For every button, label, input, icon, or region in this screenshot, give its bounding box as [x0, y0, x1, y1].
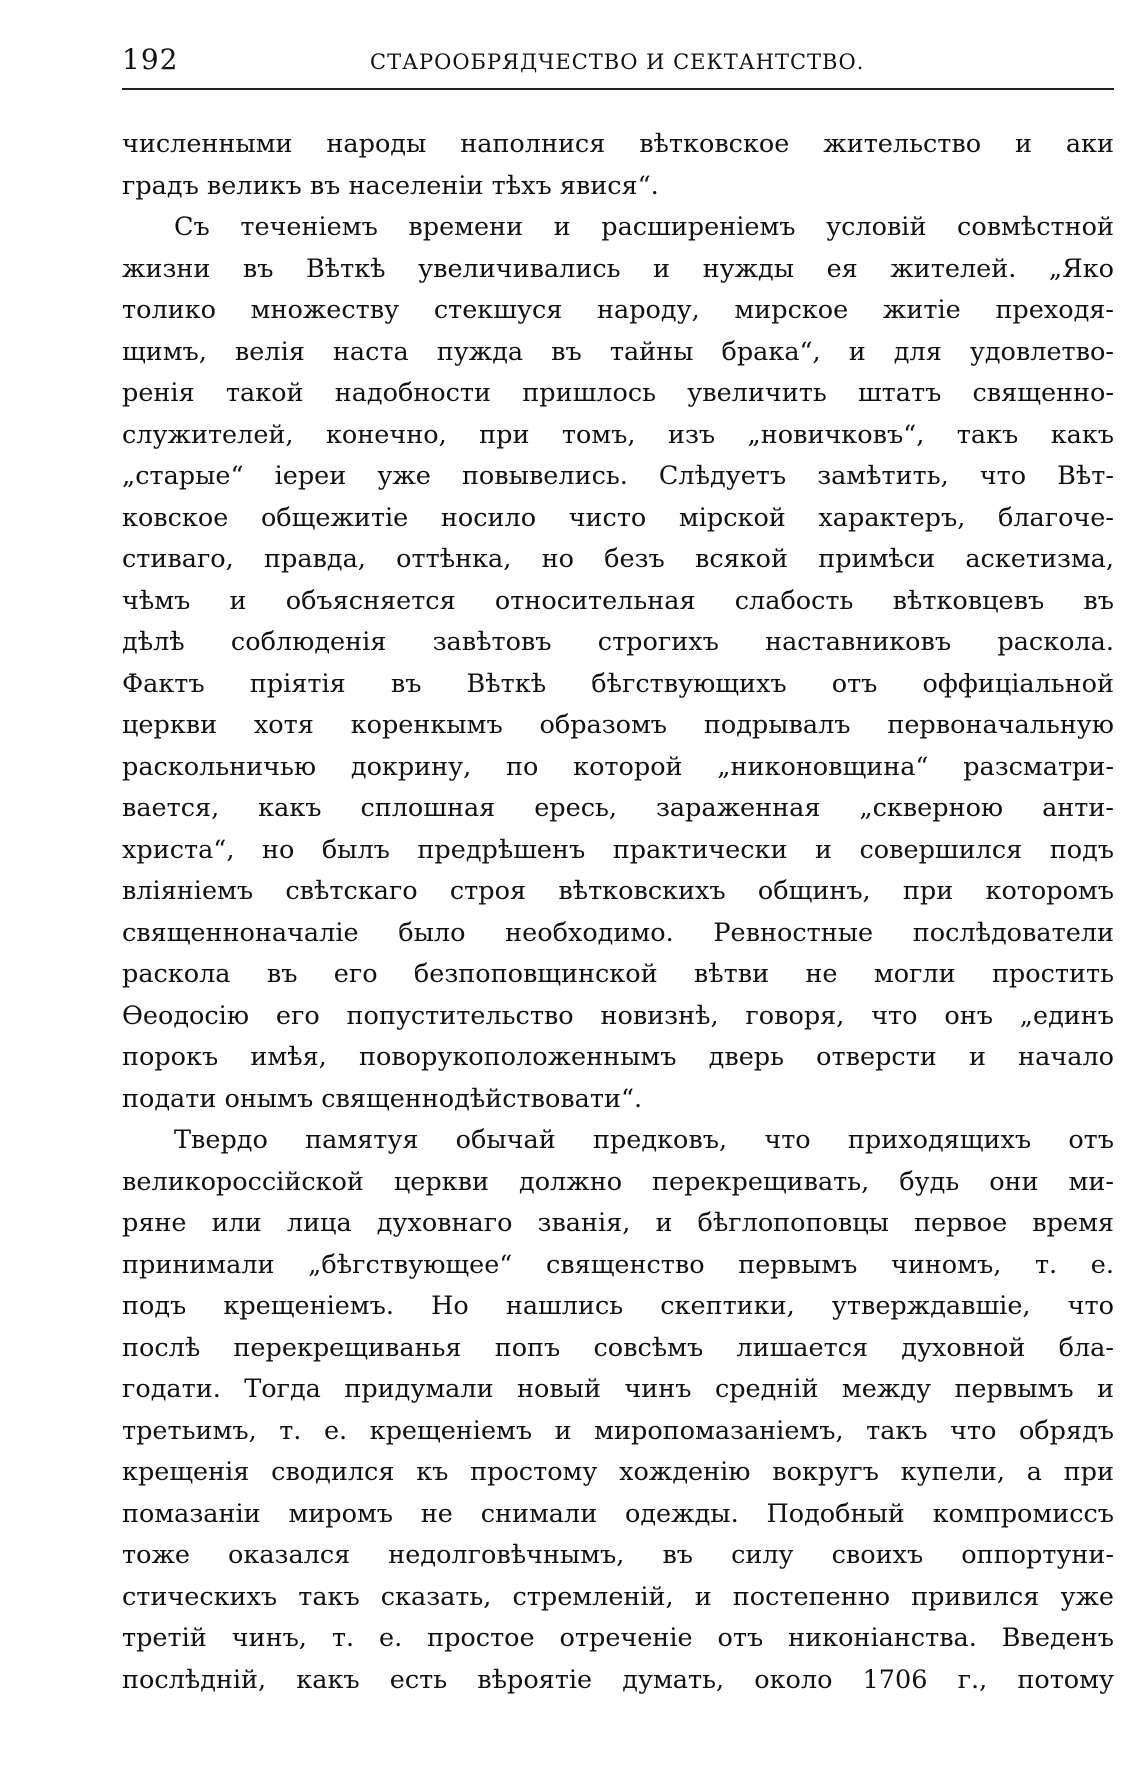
text-line: послѣ перекрещиванья попъ совсѣмъ лишается духовной бла- [122, 1332, 1114, 1363]
text-line: подати онымъ священнодѣйствовати“. [122, 1083, 643, 1114]
text-line: щимъ, велія наста пужда въ тайны брака“, и для удовлетво- [122, 336, 1114, 367]
text-line: численными народы наполнися вѣтковское жительство и аки [122, 129, 1114, 159]
paragraph-2 [122, 207, 1114, 1120]
text-line: дѣлѣ соблюденія завѣтовъ строгихъ наставниковъ раскола. [122, 627, 1114, 657]
text-line: раскольничью докрину, по которой „никоновщина“ разсматри- [122, 751, 1114, 782]
running-head [122, 42, 1114, 82]
text-line: ковское общежитіе носило чисто мірской характеръ, благоче- [122, 502, 1114, 533]
text-line: третьимъ, т. е. крещеніемъ и миропомазаніемъ, такъ что обрядъ [122, 1415, 1114, 1446]
text-line: христа“, но былъ предрѣшенъ практически и совершился подъ [122, 834, 1114, 865]
text-line: послѣдній, какъ есть вѣроятіе думать, около 1706 г., потому [122, 1664, 1114, 1695]
text-line: вается, какъ сплошная ересь, зараженная „скверною анти- [122, 793, 1114, 823]
text-line: великороссійской церкви должно перекрещивать, будь они ми- [122, 1166, 1114, 1197]
text-line: третій чинъ, т. е. простое отреченіе отъ никоніанства. Введенъ [122, 1623, 1114, 1653]
text-line: стиваго, правда, оттѣнка, но безъ всякой примѣси аскетизма, [122, 544, 1114, 574]
text-line: священноначаліе было необходимо. Ревностные послѣдователи [122, 917, 1114, 948]
text-line: Съ теченіемъ времени и расширеніемъ условій совмѣстной [174, 212, 1114, 242]
text-line: ряне или лица духовнаго званія, и бѣглопоповцы первое время [122, 1208, 1114, 1238]
page-number: 192 [122, 43, 179, 76]
text-line: принимали „бѣгствующее“ священство первымъ чиномъ, т. е. [122, 1249, 1114, 1280]
paragraph-1 [122, 124, 1114, 207]
text-line: чѣмъ и объясняется относительная слабость вѣтковцевъ въ [122, 585, 1114, 616]
text-line: раскола въ его безпоповщинской вѣтви не могли простить [122, 959, 1114, 989]
text-line: служителей, конечно, при томъ, изъ „новичковъ“, такъ какъ [122, 419, 1114, 450]
text-line: Фактъ пріятія въ Вѣткѣ бѣгствующихъ отъ оффиціальной [122, 668, 1114, 699]
running-title: СТАРООБРЯДЧЕСТВО И СЕКТАНТСТВО. [370, 50, 865, 74]
text-line: подъ крещеніемъ. Но нашлись скептики, утверждавшіе, что [122, 1291, 1114, 1321]
text-line: порокъ имѣя, поворукоположеннымъ дверь отверсти и начало [122, 1042, 1114, 1072]
text-line: помазаніи миромъ не снимали одежды. Подобный компромиссъ [122, 1498, 1114, 1529]
text-line: ренія такой надобности пришлось увеличить штатъ священно- [122, 378, 1114, 408]
text-line: „старые“ іереи уже повывелись. Слѣдуетъ замѣтить, что Вѣт- [122, 461, 1114, 491]
text-line: толико множеству стекшуся народу, мирское житіе преходя- [122, 295, 1114, 325]
text-line: крещенія сводился къ простому хожденію вокругъ купели, а при [122, 1457, 1114, 1487]
text-line: градъ великъ въ населеніи тѣхъ явися“. [122, 170, 659, 201]
text-line: жизни въ Вѣткѣ увеличивались и нужды ея жителей. „Яко [122, 253, 1114, 284]
text-line: вліяніемъ свѣтскаго строя вѣтковскихъ общинъ, при которомъ [122, 876, 1114, 906]
header-rule [122, 88, 1114, 90]
paragraph-3 [122, 1120, 1114, 1701]
text-line: Твердо памятуя обычай предковъ, что приходящихъ отъ [174, 1125, 1114, 1155]
text-line: годати. Тогда придумали новый чинъ средній между первымъ и [122, 1374, 1114, 1404]
text-line: стическихъ такъ сказать, стремленій, и постепенно привился уже [122, 1581, 1114, 1612]
body-text [122, 124, 1114, 1701]
text-line: Ѳеодосію его попустительство новизнѣ, говоря, что онъ „единъ [122, 1000, 1114, 1031]
text-line: тоже оказался недолговѣчнымъ, въ силу своихъ оппортуни- [122, 1540, 1114, 1570]
text-line: церкви хотя коренкымъ образомъ подрывалъ первоначальную [122, 710, 1114, 740]
